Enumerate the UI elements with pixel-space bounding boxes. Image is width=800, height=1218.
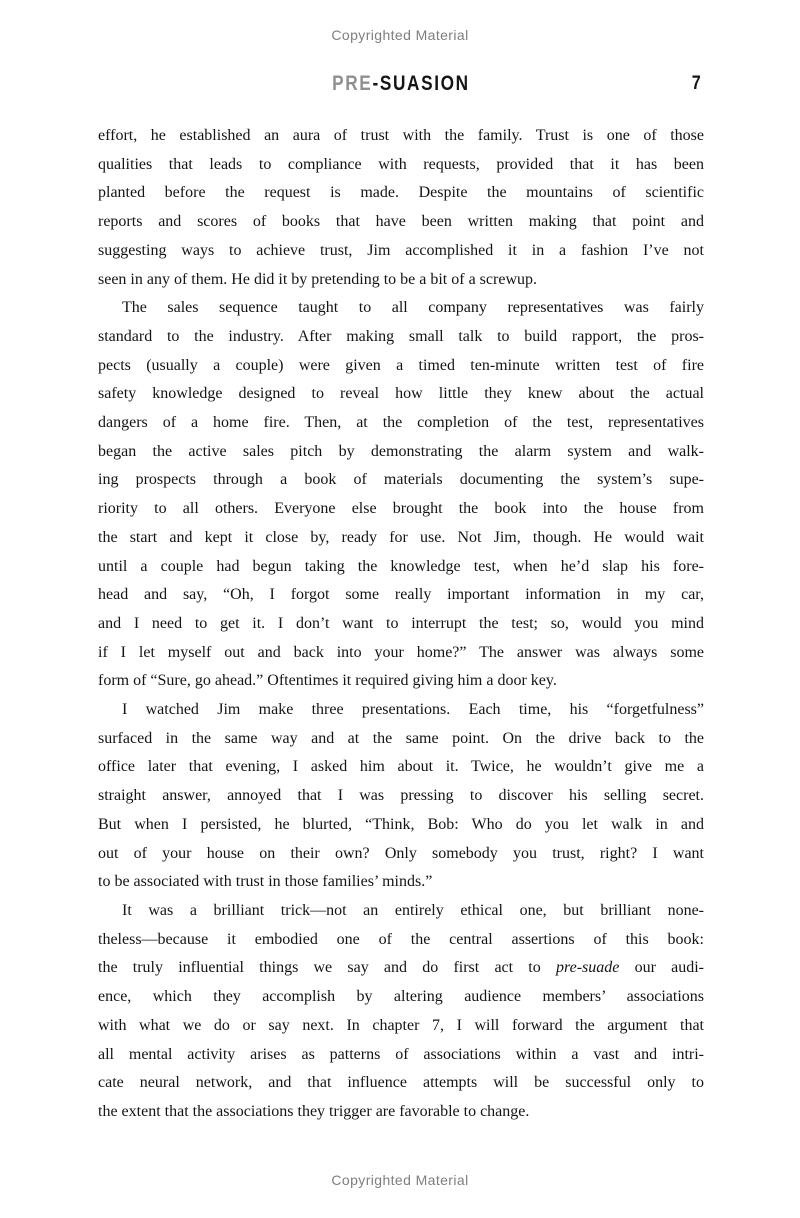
text-line: all mental activity arises as patterns of associations within a vast and intri- <box>98 1045 704 1063</box>
text-line: ing prospects through a book of materials documenting the system’s supe- <box>98 471 704 489</box>
text-line: The sales sequence taught to all company representatives was fairly <box>122 299 704 317</box>
copyright-notice-bottom: Copyrighted Material <box>331 1172 469 1188</box>
text-line: and I need to get it. I don’t want to interrupt the test; so, would you mind <box>98 614 704 632</box>
text-line: standard to the industry. After making small talk to build rapport, the pros- <box>98 327 704 345</box>
text-line: head and say, “Oh, I forgot some really important information in my car, <box>98 586 704 604</box>
text-line: straight answer, annoyed that I was pressing to discover his selling secret. <box>98 787 704 805</box>
text-line: surfaced in the same way and at the same point. On the drive back to the <box>98 729 704 747</box>
paragraph <box>98 897 704 1127</box>
text-line: It was a brilliant trick—not an entirely ethical one, but brilliant none- <box>122 901 704 919</box>
running-head <box>98 71 704 97</box>
text-line: the extent that the associations they trigger are favorable to change. <box>98 1102 530 1120</box>
book-title <box>98 71 704 99</box>
text-line: if I let myself out and back into your home?” The answer was always some <box>98 643 704 661</box>
text-line: planted before the request is made. Despite the mountains of scientific <box>98 184 704 202</box>
paragraph <box>98 294 704 696</box>
text-line: riority to all others. Everyone else brought the book into the house from <box>98 500 704 518</box>
text-line: suggesting ways to achieve trust, Jim accomplished it in a fashion I’ve not <box>98 241 704 259</box>
book-title-suffix: SUASION <box>379 72 470 95</box>
text-line: the start and kept it close by, ready for use. Not Jim, though. He would wait <box>98 528 704 546</box>
text-line: ence, which they accomplish by altering audience members’ associations <box>98 988 704 1006</box>
text-line: to be associated with trust in those families’ minds.” <box>98 873 433 891</box>
text-line: began the active sales pitch by demonstrating the alarm system and walk- <box>98 442 704 460</box>
text-line: pects (usually a couple) were given a timed ten-minute written test of fire <box>98 356 704 374</box>
text-line: But when I persisted, he blurted, “Think, Bob: Who do you let walk in and <box>98 815 704 833</box>
text-line: theless—because it embodied one of the central assertions of this book: <box>98 930 704 948</box>
text-line: safety knowledge designed to reveal how little they knew about the actual <box>98 385 704 403</box>
text-line: dangers of a home fire. Then, at the completion of the test, representatives <box>98 414 704 432</box>
copyright-notice-top: Copyrighted Material <box>331 27 469 43</box>
paragraph <box>98 122 704 294</box>
text-line: office later that evening, I asked him about it. Twice, he wouldn’t give me a <box>98 758 704 776</box>
text-line: reports and scores of books that have been written making that point and <box>98 213 704 231</box>
text-line: form of “Sure, go ahead.” Oftentimes it required giving him a door key. <box>98 672 557 690</box>
text-line: cate neural network, and that influence attempts will be successful only to <box>98 1074 704 1092</box>
text-line: I watched Jim make three presentations. Each time, his “forgetfulness” <box>122 701 704 719</box>
page-number: 7 <box>692 73 702 94</box>
text-line: with what we do or say next. In chapter 7, I will forward the argument that <box>98 1016 704 1034</box>
text-line: until a couple had begun taking the knowledge test, when he’d slap his fore- <box>98 557 704 575</box>
text-line: the truly influential things we say and do first act to pre-suade our audi- <box>98 959 704 977</box>
text-line: effort, he established an aura of trust with the family. Trust is one of those <box>98 127 704 144</box>
paragraph <box>98 696 704 897</box>
book-title-text <box>332 71 470 97</box>
text-line: seen in any of them. He did it by pretending to be a bit of a screwup. <box>98 270 537 288</box>
book-title-separator: - <box>372 72 380 95</box>
text-line: out of your house on their own? Only somebody you trust, right? I want <box>98 844 704 862</box>
page-body <box>98 122 704 1127</box>
book-title-prefix: PRE <box>332 72 373 95</box>
text-line: qualities that leads to compliance with requests, provided that it has been <box>98 155 704 173</box>
